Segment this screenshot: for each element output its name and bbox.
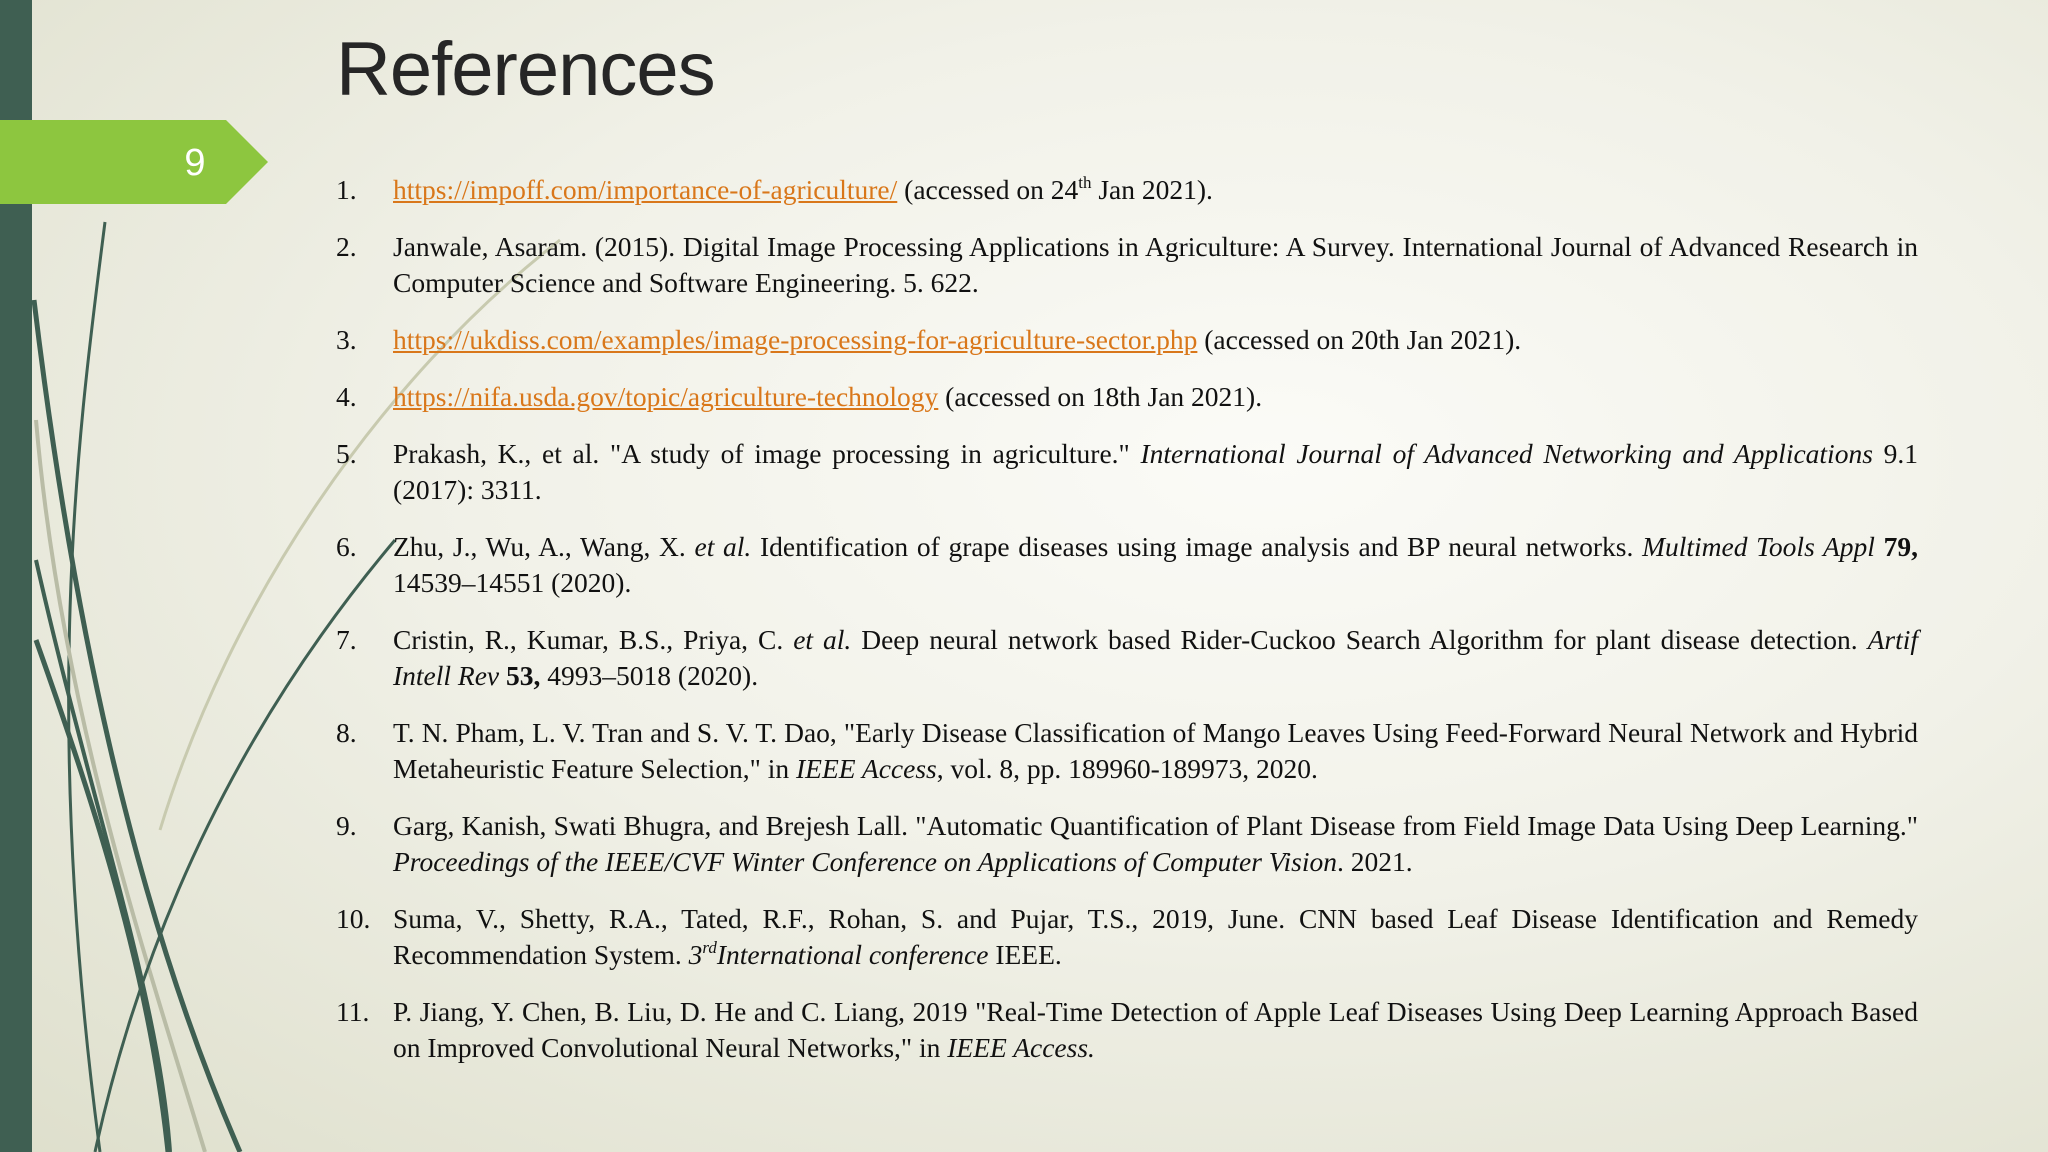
reference-italic-text: IEEE Access — [795, 753, 937, 784]
reference-text-segment: 4993–5018 (2020). — [540, 660, 759, 691]
reference-text-segment — [1875, 531, 1884, 562]
reference-text — [393, 715, 1918, 787]
reference-text-segment: (accessed on 24 — [897, 174, 1079, 205]
reference-text-segment: 9.1 (2017): 3311. — [393, 438, 1918, 505]
reference-text-segment: 14539–14551 (2020). — [393, 567, 632, 598]
reference-text-segment: , vol. 8, pp. 189960-189973, 2020. — [936, 753, 1318, 784]
reference-text-segment: . 2021. — [1337, 846, 1413, 877]
reference-item — [336, 808, 1918, 880]
reference-text-segment: Prakash, K., et al. "A study of image processing in agriculture." — [393, 438, 1141, 469]
slide-title: References — [336, 27, 715, 112]
reference-text — [393, 436, 1918, 508]
reference-link[interactable]: https://nifa.usda.gov/topic/agriculture-technology — [393, 381, 939, 412]
reference-link[interactable]: https://ukdiss.com/examples/image-processing-for-agriculture-sector.php — [393, 324, 1198, 355]
page-number-tab — [0, 120, 268, 204]
reference-text — [393, 379, 1918, 415]
reference-italic-text: IEEE Access. — [947, 1032, 1095, 1063]
reference-text — [393, 994, 1918, 1066]
reference-link[interactable]: https://impoff.com/importance-of-agriculture/ — [393, 174, 898, 205]
reference-text-segment — [499, 660, 506, 691]
reference-text-segment: Cristin, R., Kumar, B.S., Priya, C. — [393, 624, 794, 655]
reference-italic-text: Artif Intell Rev — [393, 624, 1918, 691]
reference-list — [336, 172, 1918, 1087]
reference-item — [336, 322, 1918, 358]
reference-italic-text: et al. — [793, 624, 852, 655]
reference-number: 5. — [336, 438, 357, 469]
reference-italic-text: Multimed Tools Appl — [1642, 531, 1875, 562]
reference-item — [336, 715, 1918, 787]
reference-text — [393, 322, 1918, 358]
reference-text — [393, 808, 1918, 880]
reference-text-segment: Janwale, Asaram. (2015). Digital Image Processing Applications in Agriculture: A Survey. International Journal of Advanced Research in Computer Science and Software Engineering. 5. 622. — [393, 231, 1918, 298]
reference-text-segment: Suma, V., Shetty, R.A., Tated, R.F., Rohan, S. and Pujar, T.S., 2019, June. CNN based Leaf Disease Identification and Remedy Recommendation System. — [393, 903, 1918, 970]
reference-item — [336, 529, 1918, 601]
reference-italic-text: International conference — [716, 939, 989, 970]
reference-text — [393, 229, 1918, 301]
reference-text — [393, 172, 1918, 208]
reference-number: 6. — [336, 531, 357, 562]
reference-text-segment: Zhu, J., Wu, A., Wang, X. — [393, 531, 695, 562]
reference-superscript: th — [1078, 173, 1092, 192]
reference-text-segment: P. Jiang, Y. Chen, B. Liu, D. He and C. Liang, 2019 "Real-Time Detection of Apple Leaf Diseases Using Deep Learning Approach Based on Improved Convolutional Neural Networks," in — [393, 996, 1918, 1063]
reference-text-segment: Garg, Kanish, Swati Bhugra, and Brejesh Lall. "Automatic Quantification of Plant Disease from Field Image Data Using Deep Learning." — [393, 810, 1918, 841]
reference-number: 10. — [336, 903, 371, 934]
reference-item — [336, 229, 1918, 301]
reference-volume: 79, — [1883, 531, 1918, 562]
reference-text-segment: Deep neural network based Rider-Cuckoo Search Algorithm for plant disease detection. — [851, 624, 1868, 655]
reference-text — [393, 622, 1918, 694]
reference-number: 9. — [336, 810, 357, 841]
reference-text-segment: Identification of grape diseases using image analysis and BP neural networks. — [751, 531, 1643, 562]
reference-item — [336, 994, 1918, 1066]
reference-item — [336, 379, 1918, 415]
reference-item — [336, 901, 1918, 973]
reference-number: 3. — [336, 324, 357, 355]
reference-italic-text: 3 — [688, 939, 703, 970]
reference-text-segment: Jan 2021). — [1091, 174, 1213, 205]
reference-volume: 53, — [506, 660, 541, 691]
reference-text-segment: T. N. Pham, L. V. Tran and S. V. T. Dao, "Early Disease Classification of Mango Leaves Using Feed-Forward Neural Network and Hybrid Metaheuristic Feature Selection," in — [393, 717, 1918, 784]
reference-text-segment: (accessed on 18th Jan 2021). — [938, 381, 1263, 412]
reference-number: 2. — [336, 231, 357, 262]
reference-item — [336, 622, 1918, 694]
reference-number: 11. — [336, 996, 370, 1027]
reference-text — [393, 529, 1918, 601]
reference-italic-text: International Journal of Advanced Networking and Applications — [1140, 438, 1873, 469]
reference-number: 7. — [336, 624, 357, 655]
reference-item — [336, 172, 1918, 208]
reference-number: 1. — [336, 174, 357, 205]
reference-text-segment: (accessed on 20th Jan 2021). — [1197, 324, 1522, 355]
reference-superscript: rd — [702, 938, 717, 957]
reference-text — [393, 901, 1918, 973]
reference-number: 8. — [336, 717, 357, 748]
reference-italic-text: Proceedings of the IEEE/CVF Winter Conference on Applications of Computer Vision — [393, 846, 1338, 877]
reference-italic-text: et al. — [694, 531, 752, 562]
page-number: 9 — [184, 142, 206, 184]
reference-number: 4. — [336, 381, 357, 412]
reference-item — [336, 436, 1918, 508]
reference-text-segment: IEEE. — [988, 939, 1062, 970]
